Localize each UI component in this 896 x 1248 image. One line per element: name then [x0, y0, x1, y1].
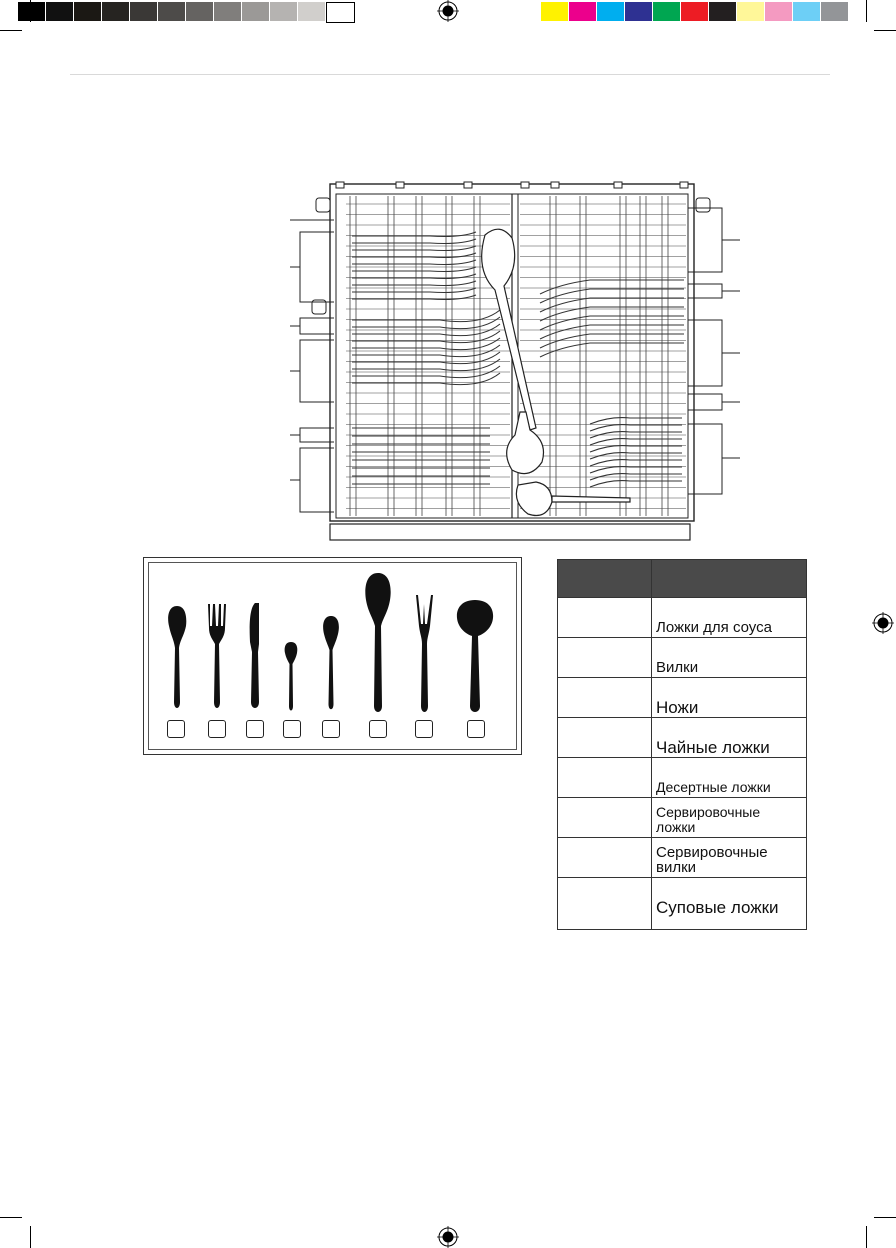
process-color-bar — [541, 0, 851, 22]
cutlery-legend-table — [557, 559, 807, 930]
rack-cutlery-stroke — [352, 295, 476, 300]
teaspoon-icon — [283, 640, 299, 714]
rack-cutlery-stroke — [352, 239, 476, 244]
rack-cutlery-stroke — [352, 281, 476, 286]
color-swatch — [46, 2, 73, 21]
rack-cutlery-stroke — [540, 280, 684, 294]
legend-header-name — [652, 560, 807, 598]
legend-row — [558, 798, 807, 838]
color-swatch — [737, 2, 764, 21]
checkbox-serving-spoon[interactable] — [369, 720, 387, 738]
legend-name: Сервировочные ложки — [652, 798, 807, 838]
crop-mark-bottom-left-h — [0, 1217, 22, 1218]
sauce-spoon-icon — [166, 604, 188, 714]
legend-number — [558, 838, 652, 878]
legend-name: Чайные ложки — [652, 718, 807, 758]
checkbox-knife[interactable] — [246, 720, 264, 738]
legend-row — [558, 878, 807, 930]
legend-name: Ножи — [652, 678, 807, 718]
legend-number — [558, 798, 652, 838]
rack-cutlery-stroke — [540, 334, 684, 348]
rack-cutlery-stroke — [352, 232, 476, 237]
color-swatch — [653, 2, 680, 21]
serving-fork-icon — [412, 594, 436, 716]
crop-mark-top-right-h — [874, 30, 896, 31]
crop-mark-top-right-v — [866, 0, 867, 22]
fork-icon — [206, 602, 228, 714]
color-swatch — [541, 2, 568, 21]
legend-number — [558, 678, 652, 718]
color-swatch — [821, 2, 848, 21]
rack-cutlery-stroke — [352, 373, 500, 385]
crop-mark-bottom-right-v — [866, 1226, 867, 1248]
color-swatch — [74, 2, 101, 21]
color-swatch — [569, 2, 596, 21]
color-swatch — [214, 2, 241, 21]
rack-cutlery-stroke — [352, 246, 476, 251]
rack-cutlery-stroke — [352, 352, 500, 364]
legend-number — [558, 758, 652, 798]
legend-row — [558, 838, 807, 878]
rack-cutlery-stroke — [540, 298, 684, 312]
rack-cutlery-stroke — [352, 338, 500, 350]
legend-name: Вилки — [652, 638, 807, 678]
color-swatch — [270, 2, 297, 21]
crop-mark-top-left-v — [30, 0, 31, 22]
legend-row — [558, 758, 807, 798]
dessert-spoon-icon — [321, 614, 341, 714]
legend-row — [558, 638, 807, 678]
legend-row — [558, 598, 807, 638]
legend-row — [558, 718, 807, 758]
registration-mark-right-icon — [872, 612, 894, 634]
legend-header-row — [558, 560, 807, 598]
rack-cutlery-stroke — [352, 267, 476, 272]
rack-cutlery-stroke — [540, 316, 684, 330]
crop-mark-bottom-right-h — [874, 1217, 896, 1218]
color-swatch — [765, 2, 792, 21]
legend-number — [558, 598, 652, 638]
legend-name: Десертные ложки — [652, 758, 807, 798]
checkbox-soup-ladle[interactable] — [467, 720, 485, 738]
color-swatch — [793, 2, 820, 21]
legend-number — [558, 718, 652, 758]
color-swatch — [298, 2, 325, 21]
rack-cutlery-stroke — [540, 325, 684, 339]
rack-cutlery-stroke — [352, 331, 500, 343]
crop-mark-top-left-h — [0, 30, 22, 31]
rack-cutlery-stroke — [352, 359, 500, 371]
checkbox-sauce-spoon[interactable] — [167, 720, 185, 738]
legend-name: Суповые ложки — [652, 878, 807, 930]
checkbox-serving-fork[interactable] — [415, 720, 433, 738]
rack-cutlery-stroke — [352, 310, 500, 322]
crop-mark-bottom-left-v — [30, 1226, 31, 1248]
color-swatch — [102, 2, 129, 21]
color-swatch — [242, 2, 269, 21]
color-swatch — [709, 2, 736, 21]
legend-name: Сервировочные вилки — [652, 838, 807, 878]
grey-scale-bar — [18, 0, 353, 22]
legend-number — [558, 878, 652, 930]
checkbox-dessert-spoon[interactable] — [322, 720, 340, 738]
rack-cutlery-stroke — [352, 274, 476, 279]
color-swatch — [130, 2, 157, 21]
legend-row — [558, 678, 807, 718]
cutlery-rack-illustration — [290, 180, 752, 546]
color-swatch — [681, 2, 708, 21]
cutlery-basket-panel — [143, 557, 522, 755]
color-swatch — [597, 2, 624, 21]
legend-name: Ложки для соуса — [652, 598, 807, 638]
color-swatch — [158, 2, 185, 21]
legend-number — [558, 638, 652, 678]
color-swatch — [326, 2, 355, 23]
legend-header-number — [558, 560, 652, 598]
rack-cutlery-stroke — [352, 288, 476, 293]
rack-cutlery-stroke — [352, 253, 476, 258]
rack-cutlery-stroke — [352, 260, 476, 265]
rack-cutlery-stroke — [540, 289, 684, 303]
knife-icon — [246, 602, 264, 714]
color-swatch — [625, 2, 652, 21]
color-swatch — [186, 2, 213, 21]
checkbox-teaspoon[interactable] — [283, 720, 301, 738]
checkbox-fork[interactable] — [208, 720, 226, 738]
registration-mark-top-icon — [437, 0, 459, 22]
rack-cutlery-stroke — [540, 343, 684, 357]
rack-cutlery-stroke — [352, 317, 500, 329]
serving-spoon-icon — [363, 572, 393, 716]
header-rule — [70, 74, 830, 75]
soup-ladle-icon — [454, 598, 496, 716]
registration-mark-bottom-icon — [437, 1226, 459, 1248]
color-swatch — [18, 2, 45, 21]
